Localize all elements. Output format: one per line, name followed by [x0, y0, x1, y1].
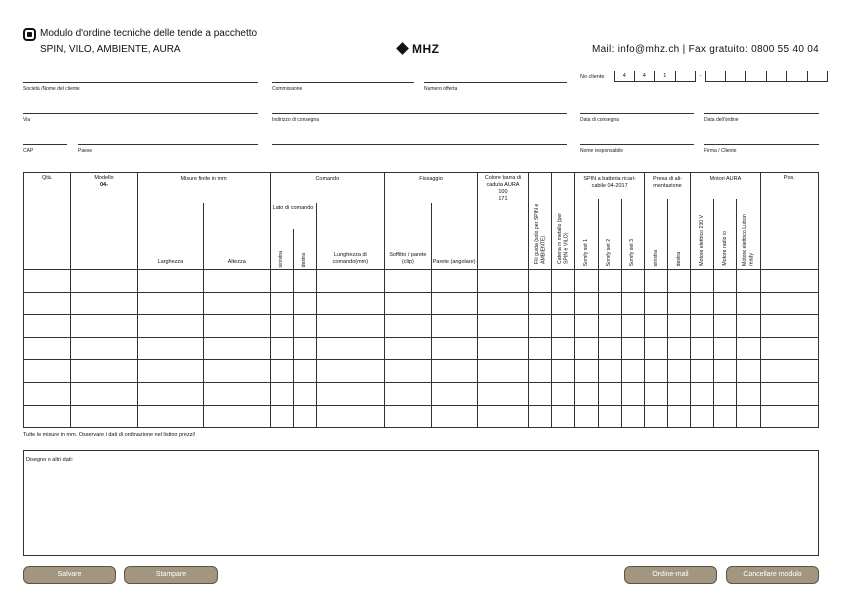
table-cell[interactable]: [575, 337, 598, 360]
table-cell[interactable]: [644, 360, 667, 383]
table-cell[interactable]: [737, 270, 760, 293]
table-cell[interactable]: [204, 270, 270, 293]
table-cell[interactable]: [737, 315, 760, 338]
table-row: [24, 270, 819, 293]
responsible-name-field[interactable]: [580, 144, 694, 145]
table-cell[interactable]: [270, 405, 293, 428]
table-cell[interactable]: [431, 382, 477, 405]
brand-logo: [398, 42, 440, 56]
table-cell[interactable]: [270, 360, 293, 383]
table-cell[interactable]: [714, 382, 737, 405]
header-somfy3: Somfy set 3: [629, 238, 636, 266]
delivery-date-label: Data di consegna: [580, 117, 619, 123]
measurement-note: Tutte le misure in mm. Osservare i dati di ordinazione nel listino prezzi!: [23, 432, 196, 438]
table-cell[interactable]: [204, 315, 270, 338]
customer-no-digit[interactable]: [705, 71, 726, 82]
table-cell[interactable]: [691, 360, 714, 383]
table-cell[interactable]: [316, 337, 384, 360]
table-cell[interactable]: [598, 360, 621, 383]
table-cell[interactable]: [621, 270, 644, 293]
table-cell[interactable]: [644, 337, 667, 360]
table-cell[interactable]: [431, 360, 477, 383]
table-cell[interactable]: [137, 292, 203, 315]
table-cell[interactable]: [644, 382, 667, 405]
signature-field[interactable]: [704, 144, 819, 145]
table-cell[interactable]: [714, 405, 737, 428]
customer-no-label: No cliente: [580, 74, 605, 80]
logo-text: MHZ: [412, 42, 440, 56]
table-cell[interactable]: [431, 270, 477, 293]
table-cell[interactable]: [598, 270, 621, 293]
order-date-field[interactable]: [704, 113, 819, 114]
street-field[interactable]: [23, 113, 258, 114]
table-cell[interactable]: [477, 360, 528, 383]
company-field[interactable]: [23, 82, 258, 83]
table-cell[interactable]: [691, 315, 714, 338]
table-row: [24, 292, 819, 315]
table-cell[interactable]: [575, 292, 598, 315]
table-cell[interactable]: [714, 292, 737, 315]
table-cell[interactable]: [24, 270, 71, 293]
table-cell[interactable]: [529, 292, 552, 315]
table-cell[interactable]: [552, 292, 575, 315]
table-cell[interactable]: [293, 405, 316, 428]
table-cell[interactable]: [575, 405, 598, 428]
customer-no-digit[interactable]: 4: [635, 71, 656, 82]
table-cell[interactable]: [204, 382, 270, 405]
table-cell[interactable]: [24, 382, 71, 405]
table-cell[interactable]: [621, 382, 644, 405]
header-socket-right: destra: [675, 251, 682, 266]
zip-field[interactable]: [23, 144, 67, 145]
table-cell[interactable]: [71, 315, 137, 338]
customer-no-digit[interactable]: [676, 71, 697, 82]
table-cell[interactable]: [431, 337, 477, 360]
customer-no-digit[interactable]: 1: [655, 71, 676, 82]
customer-no-digit[interactable]: [787, 71, 808, 82]
header-motor-230: Motore elettrico 230 V: [698, 215, 705, 266]
header-wall: Parete (angolare): [432, 259, 476, 266]
table-cell[interactable]: [760, 360, 818, 383]
table-cell[interactable]: [477, 315, 528, 338]
table-cell[interactable]: [667, 382, 690, 405]
table-cell[interactable]: [385, 292, 431, 315]
table-cell[interactable]: [598, 382, 621, 405]
street-label: Via: [23, 117, 31, 123]
table-cell[interactable]: [293, 292, 316, 315]
table-cell[interactable]: [598, 405, 621, 428]
table-cell[interactable]: [477, 270, 528, 293]
customer-no-digit[interactable]: [746, 71, 767, 82]
table-cell[interactable]: [431, 405, 477, 428]
drawing-label: Disegno o altri dati:: [26, 457, 74, 463]
table-cell[interactable]: [529, 337, 552, 360]
table-cell[interactable]: [293, 337, 316, 360]
header-metal-chain: Catena in metallo (per SPIN e VILO): [552, 173, 575, 270]
table-cell[interactable]: [714, 270, 737, 293]
address-extra-field[interactable]: [272, 144, 567, 145]
table-cell[interactable]: [760, 292, 818, 315]
table-cell[interactable]: [293, 270, 316, 293]
header-control: Comando Lato di comando sinistra destra Lunghezza di comando(mm): [270, 173, 385, 270]
header-width: Larghezza: [138, 203, 204, 269]
contact-info: Mail: info@mhz.ch | Fax gratuito: 0800 55 40 04: [592, 44, 819, 55]
table-cell[interactable]: [24, 292, 71, 315]
table-cell[interactable]: [529, 360, 552, 383]
table-cell[interactable]: [24, 315, 71, 338]
offer-number-label: Numero offerta: [424, 86, 458, 92]
table-cell[interactable]: [621, 292, 644, 315]
drawing-textarea[interactable]: [23, 450, 819, 556]
table-cell[interactable]: [316, 405, 384, 428]
table-cell[interactable]: [760, 405, 818, 428]
table-cell[interactable]: [204, 360, 270, 383]
table-cell[interactable]: [529, 382, 552, 405]
zip-label: CAP: [23, 148, 34, 154]
table-cell[interactable]: [431, 292, 477, 315]
header-finished-dims: Misure finite in mm Larghezza Altezza: [137, 173, 270, 270]
customer-no-digit[interactable]: [726, 71, 747, 82]
table-cell[interactable]: [667, 337, 690, 360]
table-cell[interactable]: [737, 405, 760, 428]
table-cell[interactable]: [552, 270, 575, 293]
table-row: [24, 337, 819, 360]
table-cell[interactable]: [137, 337, 203, 360]
table-cell[interactable]: [529, 315, 552, 338]
table-cell[interactable]: [621, 360, 644, 383]
header-somfy1: Somfy set 1: [583, 238, 590, 266]
table-cell[interactable]: [760, 270, 818, 293]
table-cell[interactable]: [598, 337, 621, 360]
table-cell[interactable]: [760, 382, 818, 405]
table-row: [24, 382, 819, 405]
table-cell[interactable]: [71, 337, 137, 360]
table-cell[interactable]: [316, 382, 384, 405]
table-cell[interactable]: [71, 382, 137, 405]
print-button[interactable]: Stampare: [124, 566, 218, 584]
table-cell[interactable]: [316, 270, 384, 293]
table-cell[interactable]: [621, 315, 644, 338]
table-cell[interactable]: [714, 360, 737, 383]
table-cell[interactable]: [385, 382, 431, 405]
header-right: destra: [301, 252, 308, 267]
email-order-button[interactable]: Ordine-mail: [624, 566, 717, 584]
table-cell[interactable]: [204, 292, 270, 315]
table-cell[interactable]: [204, 405, 270, 428]
table-cell[interactable]: [552, 315, 575, 338]
header-motor-lutron: Motore elettrico Lutron ready: [742, 214, 755, 266]
table-cell[interactable]: [760, 315, 818, 338]
table-cell[interactable]: [667, 405, 690, 428]
table-cell[interactable]: [270, 382, 293, 405]
table-cell[interactable]: [477, 405, 528, 428]
table-cell[interactable]: [667, 270, 690, 293]
table-cell[interactable]: [270, 337, 293, 360]
company-label: Società /Nome del cliente: [23, 86, 80, 92]
table-cell[interactable]: [385, 315, 431, 338]
header-guide-wires: Fili guida (solo per SPIN e AMBIENTE): [529, 173, 552, 270]
table-cell[interactable]: [737, 292, 760, 315]
table-cell[interactable]: [293, 315, 316, 338]
responsible-name-label: Nome responsabile: [580, 148, 624, 154]
header-somfy2: Somfy set 2: [606, 238, 613, 266]
customer-no-dash: -: [699, 73, 702, 79]
delivery-date-field[interactable]: [580, 113, 694, 114]
header-motor-radio: Motore radio io: [722, 231, 729, 266]
order-table: [23, 172, 819, 428]
table-cell[interactable]: [667, 315, 690, 338]
table-cell[interactable]: [293, 382, 316, 405]
clear-form-button[interactable]: Cancellare modulo: [726, 566, 819, 584]
country-field[interactable]: [78, 144, 258, 145]
table-cell[interactable]: [137, 270, 203, 293]
header-ceiling: Soffitto / parete (clip): [385, 203, 431, 269]
table-cell[interactable]: [575, 315, 598, 338]
table-cell[interactable]: [71, 292, 137, 315]
header-spin-battery: SPIN a batteria ricari- cabile 04-2017 Somfy set 1 Somfy set 2 Somfy set 3: [575, 173, 644, 270]
checkbox-icon: [23, 28, 36, 41]
signature-label: Firma / Cliente: [704, 148, 737, 154]
order-date-label: Data dell'ordine: [704, 117, 739, 123]
table-cell[interactable]: [71, 360, 137, 383]
header-model: Modello 04-: [71, 173, 137, 270]
country-label: Paese: [78, 148, 93, 154]
header-pos: Pos.: [760, 173, 818, 270]
table-cell[interactable]: [385, 405, 431, 428]
table-cell[interactable]: [598, 292, 621, 315]
table-cell[interactable]: [667, 292, 690, 315]
table-row: [24, 315, 819, 338]
header-height: Altezza: [227, 259, 246, 266]
table-cell[interactable]: [691, 405, 714, 428]
form-title: Modulo d'ordine tecniche delle tende a pacchetto: [40, 28, 258, 39]
table-cell[interactable]: [385, 270, 431, 293]
table-cell[interactable]: [137, 382, 203, 405]
table-cell[interactable]: [529, 405, 552, 428]
form-subtitle: SPIN, VILO, AMBIENTE, AURA: [40, 44, 181, 55]
table-cell[interactable]: [385, 360, 431, 383]
table-cell[interactable]: [270, 315, 293, 338]
table-cell[interactable]: [137, 315, 203, 338]
header-qty: Qtà.: [24, 173, 71, 270]
diamond-icon: [396, 42, 409, 55]
table-cell[interactable]: [575, 360, 598, 383]
table-cell[interactable]: [737, 337, 760, 360]
table-cell[interactable]: [691, 382, 714, 405]
table-cell[interactable]: [737, 360, 760, 383]
table-cell[interactable]: [691, 270, 714, 293]
table-cell[interactable]: [552, 360, 575, 383]
header-aura-motors: Motori AURA Motore elettrico 230 V Motore radio io Motore elettrico Lutron ready: [691, 173, 760, 270]
header-power-socket: Presa di ali- mentazione sinistra destra: [644, 173, 690, 270]
table-cell[interactable]: [575, 382, 598, 405]
header-socket-left: sinistra: [652, 249, 659, 266]
table-cell[interactable]: [691, 292, 714, 315]
customer-no-digit[interactable]: [767, 71, 788, 82]
table-cell[interactable]: [137, 360, 203, 383]
table-cell[interactable]: [644, 405, 667, 428]
table-cell[interactable]: [529, 270, 552, 293]
table-cell[interactable]: [477, 337, 528, 360]
table-cell[interactable]: [316, 315, 384, 338]
table-cell[interactable]: [477, 382, 528, 405]
table-cell[interactable]: [24, 405, 71, 428]
customer-no-digit[interactable]: [808, 71, 829, 82]
table-cell[interactable]: [316, 292, 384, 315]
table-row: [24, 360, 819, 383]
header-control-length: Lunghezza di comando(mm): [332, 252, 369, 266]
table-cell[interactable]: [575, 270, 598, 293]
table-cell[interactable]: [644, 315, 667, 338]
header-control-side: Lato di comando: [272, 205, 314, 211]
table-cell[interactable]: [293, 360, 316, 383]
table-cell[interactable]: [270, 292, 293, 315]
table-cell[interactable]: [691, 337, 714, 360]
table-cell[interactable]: [598, 315, 621, 338]
table-cell[interactable]: [552, 382, 575, 405]
table-cell[interactable]: [667, 360, 690, 383]
table-cell[interactable]: [71, 405, 137, 428]
table-cell[interactable]: [714, 315, 737, 338]
table-cell[interactable]: [552, 337, 575, 360]
table-cell[interactable]: [644, 292, 667, 315]
customer-no-digit[interactable]: 4: [614, 71, 635, 82]
table-cell[interactable]: [385, 337, 431, 360]
table-cell[interactable]: [316, 360, 384, 383]
table-cell[interactable]: [204, 337, 270, 360]
table-cell[interactable]: [760, 337, 818, 360]
header-left: sinistra: [278, 250, 285, 267]
save-button[interactable]: Salvare: [23, 566, 116, 584]
table-cell[interactable]: [477, 292, 528, 315]
table-cell[interactable]: [621, 337, 644, 360]
customer-no-field[interactable]: [614, 71, 828, 82]
table-cell[interactable]: [71, 270, 137, 293]
delivery-address-label: Indirizzo di consegna: [272, 117, 319, 123]
table-cell[interactable]: [644, 270, 667, 293]
table-cell[interactable]: [24, 337, 71, 360]
table-cell[interactable]: [137, 405, 203, 428]
delivery-address-field[interactable]: [272, 113, 567, 114]
table-cell[interactable]: [270, 270, 293, 293]
table-cell[interactable]: [621, 405, 644, 428]
table-cell[interactable]: [714, 337, 737, 360]
commission-label: Commissione: [272, 86, 303, 92]
header-mounting: Fissaggio Soffitto / parete (clip) Parete (angolare): [385, 173, 478, 270]
offer-number-field[interactable]: [424, 82, 567, 83]
header-drop-bar: Colore barra di caduta AURA 100 171: [477, 173, 528, 270]
table-cell[interactable]: [737, 382, 760, 405]
table-cell[interactable]: [431, 315, 477, 338]
table-row: [24, 405, 819, 428]
table-cell[interactable]: [24, 360, 71, 383]
commission-field[interactable]: [272, 82, 414, 83]
table-cell[interactable]: [552, 405, 575, 428]
